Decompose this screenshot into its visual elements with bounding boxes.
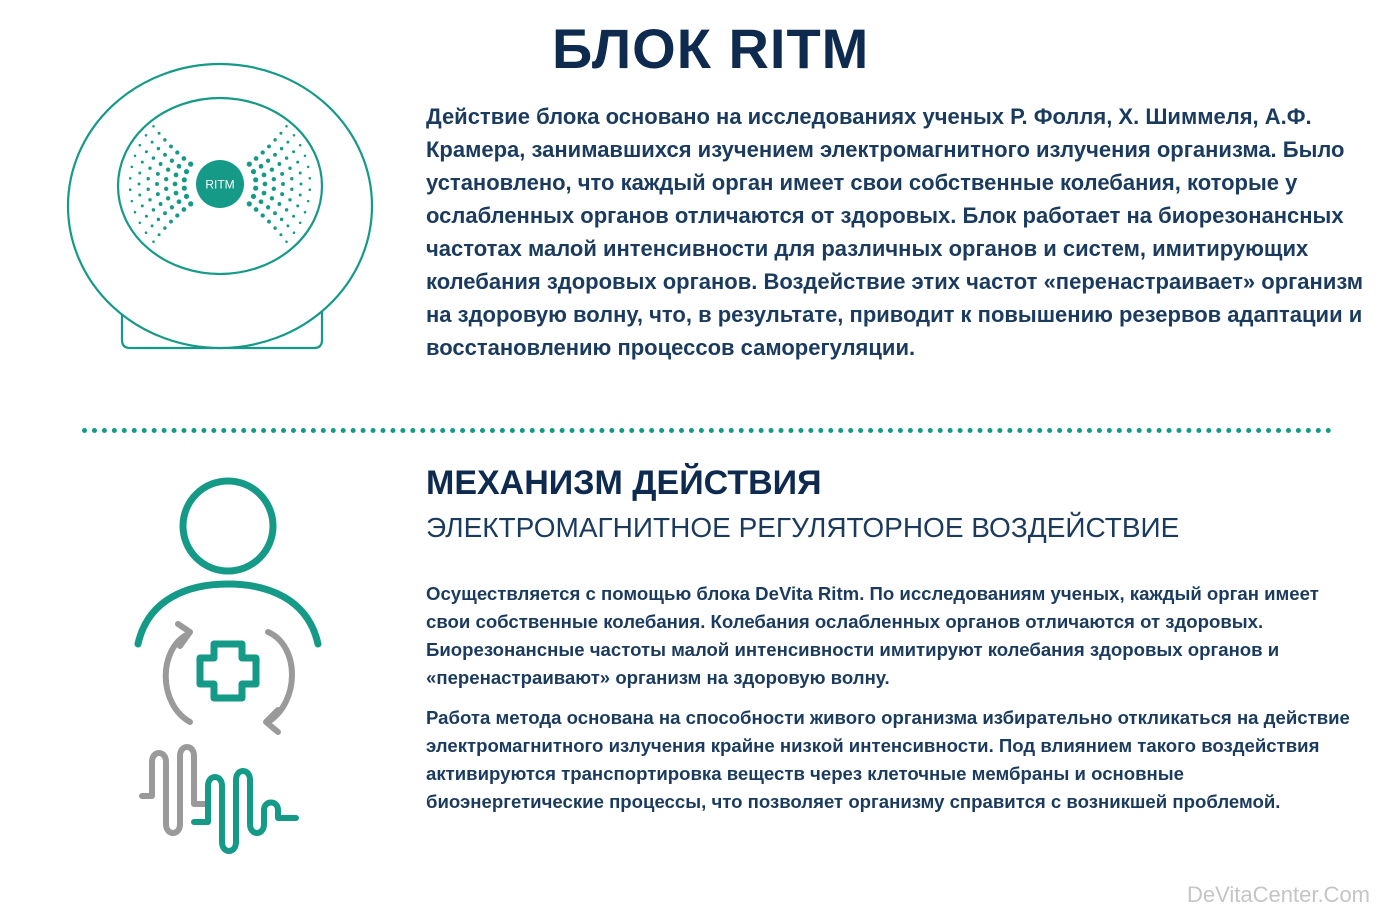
device-wave-dot — [261, 213, 265, 217]
device-wave-dot — [267, 144, 271, 148]
device-wave-dot — [286, 141, 289, 144]
device-wave-dot — [177, 199, 182, 204]
device-wave-dot — [309, 188, 312, 191]
device-wave-dot — [309, 177, 312, 180]
device-wave-dot — [182, 186, 187, 191]
device-wave-dot — [170, 159, 174, 163]
device-wave-dot — [138, 194, 141, 197]
device-wave-dot — [288, 198, 291, 201]
device-wave-dot — [152, 240, 155, 243]
device-wave-dot — [175, 150, 179, 154]
device-wave-dot — [158, 233, 161, 236]
device-wave-dot — [169, 220, 173, 224]
device-wave-dot — [285, 125, 288, 128]
device-wave-dot — [145, 134, 148, 137]
device-wave-dot — [261, 150, 265, 154]
device-wave-dot — [164, 187, 168, 191]
device-wave-dot — [157, 147, 160, 150]
device-wave-dot — [163, 153, 167, 157]
device-wave-dot — [247, 162, 252, 167]
device-wave-dot — [263, 182, 268, 187]
device-wave-dot — [280, 172, 284, 176]
device-wave-dot — [152, 156, 155, 159]
mechanism-subtitle: ЭЛЕКТРОМАГНИТНОЕ РЕГУЛЯТОРНОЕ ВОЗДЕЙСТВИЕ — [426, 512, 1180, 543]
device-wave-dot — [266, 159, 270, 163]
device-wave-dot — [146, 177, 149, 180]
device-wave-dot — [277, 202, 281, 206]
device-wave-dot — [170, 205, 174, 209]
device-wave-dot — [270, 168, 274, 172]
device-wave-dot — [156, 172, 160, 176]
device-wave-dot — [145, 215, 148, 218]
device-wave-dot — [285, 156, 288, 159]
device-wave-dot — [273, 226, 276, 229]
device-wave-dot — [151, 224, 154, 227]
device-wave-dot — [304, 211, 307, 214]
device-wave-dot — [273, 138, 276, 141]
device-wave-dot — [139, 144, 142, 147]
device-wave-dot — [280, 192, 284, 196]
device-label: RITM — [205, 177, 235, 192]
device-wave-dot — [290, 177, 293, 180]
device-wave-dot — [188, 201, 193, 206]
device-wave-dot — [272, 177, 276, 181]
device-wave-dot — [173, 182, 178, 187]
device-wave-dot — [174, 191, 179, 196]
device-wave-dot — [273, 211, 277, 215]
device-wave-dot — [148, 166, 151, 169]
device-wave-dot — [148, 198, 151, 201]
device-wave-dot — [266, 205, 270, 209]
device-wave-dot — [174, 173, 179, 178]
device-wave-dot — [156, 192, 160, 196]
device-wave-dot — [280, 218, 283, 221]
device-wave-dot — [307, 166, 310, 169]
watermark: DeVitaCenter.Com — [1186, 882, 1370, 907]
device-wave-dot — [267, 220, 271, 224]
device-wave-dot — [145, 150, 148, 153]
device-wave-dot — [129, 177, 132, 180]
device-wave-dot — [145, 231, 148, 234]
device-wave-dot — [184, 194, 189, 199]
device-wave-dot — [254, 156, 259, 161]
device-wave-dot — [273, 153, 277, 157]
device-wave-dot — [285, 208, 288, 211]
device-wave-dot — [277, 162, 281, 166]
device-wave-dot — [175, 213, 179, 217]
device-wave-dot — [152, 208, 155, 211]
device-wave-dot — [163, 138, 166, 141]
device-wave-dot — [157, 218, 160, 221]
device-wave-dot — [159, 162, 163, 166]
device-wave-dot — [188, 162, 193, 167]
intro-paragraph: Действие блока основано на исследованиях ученых Р. Фолля, Х. Шиммеля, А.Ф. Крамера, занимавшихся изучением электромагнитного излучения организма. Было установлено, что каждый орган имеет свои собственные колебания, которые у ослабленных органов отличаются от здоровых. Блок работает на биорезонансных частотах малой интенсивности для различных органов и систем, имитирующих колебания здоровых органов. Воздействие этих частот «перенастраивает» организм на здоровую волну, что, в результате, приводит к повышению резервов адаптации и восстановлению процессов саморегуляции. — [426, 104, 1364, 360]
device-wave-dot — [253, 186, 258, 191]
device-wave-dot — [151, 141, 154, 144]
device-wave-dot — [292, 215, 295, 218]
device-wave-dot — [134, 155, 137, 158]
device-wave-dot — [131, 200, 134, 203]
device-wave-dot — [304, 155, 307, 158]
page-title: БЛОК RITM — [552, 17, 870, 80]
device-wave-dot — [292, 150, 295, 153]
device-wave-dot — [270, 196, 274, 200]
device-wave-dot — [177, 164, 182, 169]
device-wave-dot — [293, 231, 296, 234]
device-wave-dot — [159, 202, 163, 206]
device-wave-dot — [281, 182, 285, 186]
device-wave-dot — [141, 204, 144, 207]
device-wave-dot — [293, 134, 296, 137]
mechanism-title: МЕХАНИЗМ ДЕЙСТВИЯ — [426, 464, 822, 502]
device-wave-dot — [259, 164, 264, 169]
device-wave-dot — [141, 161, 144, 164]
device-wave-dot — [152, 125, 155, 128]
device-wave-dot — [279, 233, 282, 236]
mechanism-paragraph-2: Работа метода основана на способности живого организма избирательно откликаться на действие электромагнитного излучения крайне низкой интенсивности. Под влиянием такого воздействия активируются транспортировка веществ через клеточные мембраны и основные биоэнергетические процессы, что позволяет организму справится с возникшей проблемой. — [426, 707, 1350, 812]
device-wave-dot — [286, 224, 289, 227]
device-wave-dot — [138, 172, 141, 175]
device-wave-dot — [169, 144, 173, 148]
device-wave-dot — [290, 188, 293, 191]
device-wave-dot — [262, 173, 267, 178]
device-wave-dot — [182, 177, 187, 182]
device-wave-dot — [299, 144, 302, 147]
device-wave-dot — [251, 194, 256, 199]
device-wave-dot — [139, 222, 142, 225]
device-wave-dot — [299, 222, 302, 225]
device-wave-dot — [155, 182, 159, 186]
device-wave-dot — [296, 161, 299, 164]
device-wave-dot — [247, 201, 252, 206]
device-wave-dot — [259, 199, 264, 204]
device-wave-dot — [251, 169, 256, 174]
body-resonance-icon — [128, 474, 338, 859]
device-wave-dot — [253, 177, 258, 182]
device-wave-dot — [262, 191, 267, 196]
device-wave-dot — [288, 166, 291, 169]
device-wave-dot — [164, 177, 168, 181]
device-wave-dot — [254, 207, 259, 212]
section-divider — [82, 428, 1332, 433]
device-wave-dot — [279, 132, 282, 135]
device-wave-dot — [134, 211, 137, 214]
mechanism-paragraph-1: Осуществляется с помощью блока DeVita Ritm. По исследованиям ученых, каждый орган имеет свои собственные колебания. Колебания ослабленных органов отличаются от здоровых. Биорезонансные частоты малой интенсивности имитируют колебания здоровых органов и «перенастраивают» организм на здоровую волну. — [426, 583, 1319, 688]
device-wave-dot — [182, 156, 187, 161]
device-wave-dot — [299, 194, 302, 197]
device-wave-dot — [129, 188, 132, 191]
device-wave-dot — [163, 211, 167, 215]
device-wave-dot — [166, 196, 170, 200]
device-wave-dot — [280, 147, 283, 150]
device-wave-dot — [131, 166, 134, 169]
ritm-device-icon — [62, 58, 382, 358]
device-wave-dot — [307, 200, 310, 203]
device-wave-dot — [158, 132, 161, 135]
device-wave-dot — [285, 240, 288, 243]
device-wave-dot — [300, 183, 303, 186]
device-wave-dot — [182, 207, 187, 212]
device-wave-dot — [166, 168, 170, 172]
device-wave-dot — [184, 169, 189, 174]
device-wave-dot — [299, 172, 302, 175]
device-wave-dot — [296, 204, 299, 207]
device-wave-dot — [272, 187, 276, 191]
device-wave-dot — [146, 188, 149, 191]
device-wave-dot — [138, 183, 141, 186]
device-wave-dot — [163, 226, 166, 229]
